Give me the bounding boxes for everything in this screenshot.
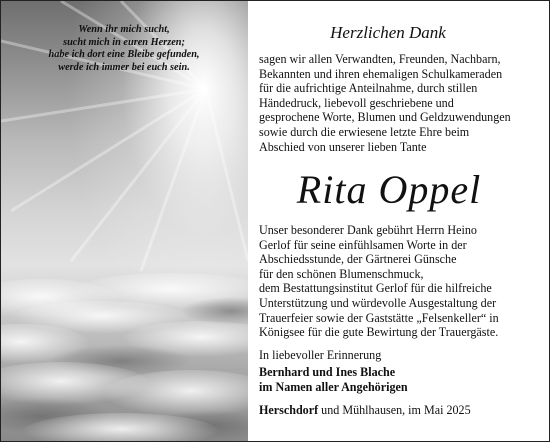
deceased-name: Rita Oppel [296,167,482,212]
place-town: Herschdorf [259,403,319,417]
paragraph-line: Händedruck, liebevoll geschriebene und [259,95,454,110]
paragraph-line: dem Bestattungsinstitut Gerlof für die hilfreiche [259,281,492,296]
paragraph-line: Unterstützung und würdevolle Ausgestaltung der [259,295,497,310]
paragraph-line: Königsee für die gute Bewirtung der Trauergäste. [259,325,499,340]
paragraph-line: Unser besonderer Dank gebührt Herrn Heino [259,223,477,237]
quote-line: werde ich immer bei euch sein. [58,61,190,73]
quote-line: habe ich dort eine Bleibe gefunden, [48,49,200,61]
memorial-quote [5,24,243,74]
paragraph-line: für den schönen Blumenschmuck, [259,266,424,281]
paragraph-line: Abschiedsstunde, der Gärtnerei Günsche [259,252,457,267]
cloud-layer [1,273,248,441]
thanks-paragraph [259,52,511,154]
quote-line: Wenn ihr mich sucht, [78,24,170,35]
memory-line: In liebevoller Erinnerung [259,348,382,362]
paragraph-line: sagen wir allen Verwandten, Freunden, Nachbarn, [259,52,501,66]
paragraph-line: sowie durch die erwiesene letzte Ehre beim [259,124,470,139]
paragraph-line: Gerlof für seine einfühlsamen Worte in der [259,237,467,252]
quote-line: sucht mich in euren Herzen; [63,36,185,48]
place-rest: und Mühlhausen, im Mai 2025 [321,403,471,417]
special-thanks-paragraph [259,223,499,340]
paragraph-line: Abschied von unserer lieben Tante [259,139,427,154]
place-and-date [259,403,471,418]
sky-clouds-photo [1,1,248,441]
paragraph-line: Bekannten und ihren ehemaligen Schulkameraden [259,66,503,81]
paragraph-line: für die aufrichtige Anteilnahme, durch stillen [259,81,478,96]
paragraph-line: Trauerfeier sowie der Gaststätte „Felsenkeller“ in [259,310,499,325]
paragraph-line: gesprochene Worte, Blumen und Geldzuwendungen [259,110,511,125]
signer-line: Bernhard und Ines Blache [259,365,396,379]
signer-line: im Namen aller Angehörigen [259,379,408,394]
signers [259,365,408,394]
notice-heading: Herzlichen Dank [330,23,446,42]
